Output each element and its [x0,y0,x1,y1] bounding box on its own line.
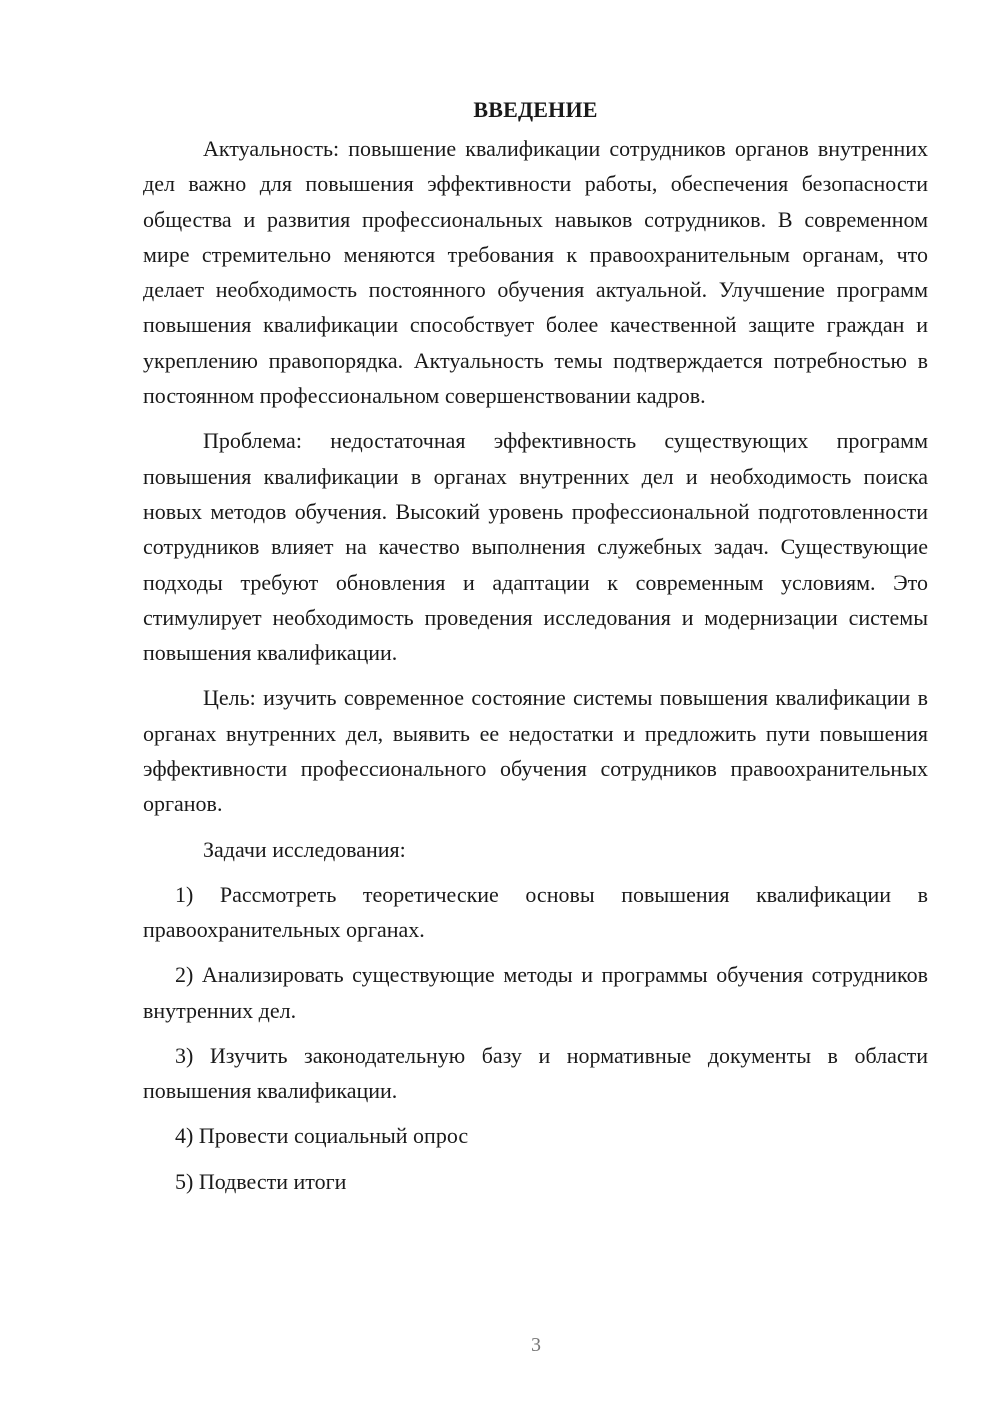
list-item: 2) Анализировать существующие методы и программы обучения сотрудников внутренних дел. [143,962,928,1023]
document-page [143,92,928,1209]
paragraph-problem: Проблема: недостаточная эффективность существующих программ повышения квалификации в органах внутренних дел и необходимость поиска новых методов обучения. Высокий уровень профессиональной подготовленности сотрудников влияет на качество выполнения служебных задач. Существующие подходы требуют обновления и адаптации к современным условиям. Это стимулирует необходимость проведения исследования и модернизации системы повышения квалификации. [143,428,928,666]
paragraph-relevance: Актуальность: повышение квалификации сотрудников органов внутренних дел важно для повышения эффективности работы, обеспечения безопасности общества и развития профессиональных навыков сотрудников. В современном мире стремительно меняются требования к правоохранительным органам, что делает необходимость постоянного обучения актуальной. Улучшение программ повышения квалификации способствует более качественной защите граждан и укреплению правопорядка. Актуальность темы подтверждается потребностью в постоянном профессиональном совершенствовании кадров. [143,136,928,409]
list-item: 5) Подвести итоги [175,1168,347,1194]
list-item: 1) Рассмотреть теоретические основы повышения квалификации в правоохранительных органах. [143,881,928,942]
page-number: 3 [531,1334,541,1356]
paragraph-goal: Цель: изучить современное состояние системы повышения квалификации в органах внутренних дел, выявить ее недостатки и предложить пути повышения эффективности профессионального обучения сотрудников правоохранительных органов. [143,685,928,817]
section-heading: ВВЕДЕНИЕ [473,97,598,122]
list-item: 4) Провести социальный опрос [175,1123,469,1149]
list-item: 3) Изучить законодательную базу и нормативные документы в области повышения квалификации. [143,1042,928,1104]
tasks-title: Задачи исследования: [203,836,406,862]
